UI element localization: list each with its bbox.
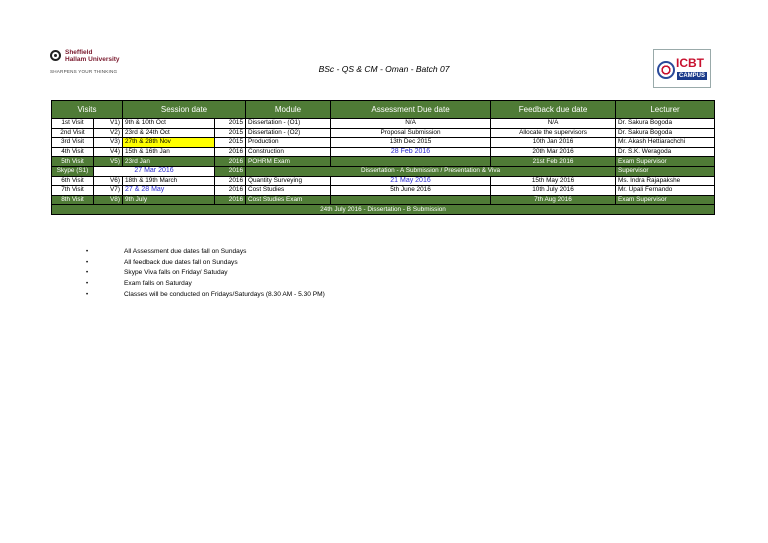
module-cell: Construction xyxy=(246,147,331,157)
list-item: • Exam falls on Saturday xyxy=(86,279,325,290)
header-module: Module xyxy=(246,101,331,119)
table-row xyxy=(52,176,715,186)
table-row xyxy=(52,195,715,205)
feedback-cell: 7th Aug 2016 xyxy=(491,195,616,205)
module-cell: POHRM Exam xyxy=(246,157,331,167)
visit-cell: 7th Visit xyxy=(52,186,94,196)
page-title: BSc - QS & CM - Oman - Batch 07 xyxy=(318,64,450,74)
session-cell: 9th & 10th Oct xyxy=(123,119,215,129)
lecturer-cell: Supervisor xyxy=(616,166,715,176)
visit-cell: 6th Visit xyxy=(52,176,94,186)
lecturer-cell: Ms. Indra Rajapakshe xyxy=(616,176,715,186)
module-cell: Production xyxy=(246,138,331,148)
session-date-value: 27 & 28 May xyxy=(125,186,165,194)
icbt-campus-logo xyxy=(653,49,711,88)
visit-code-cell: V2) xyxy=(94,128,123,138)
visit-cell: 3rd Visit xyxy=(52,138,94,148)
university-name: Sheffield Hallam University xyxy=(65,49,120,63)
header-visits: Visits xyxy=(52,101,123,119)
due-cell: 13th Dec 2015 xyxy=(331,138,491,148)
module-cell: Quantity Surveying xyxy=(246,176,331,186)
visit-cell: 8th Visit xyxy=(52,195,94,205)
icbt-logo-sub: CAMPUS xyxy=(679,73,706,79)
session-cell xyxy=(123,186,215,196)
header-lecturer: Lecturer xyxy=(616,101,715,119)
feedback-cell: 15th May 2016 xyxy=(491,176,616,186)
visit-cell: 1st Visit xyxy=(52,119,94,129)
session-cell: 23rd Jan xyxy=(123,157,215,167)
due-date-value: 28 Feb 2016 xyxy=(390,148,431,156)
year-cell: 2016 xyxy=(215,195,246,205)
feedback-cell: 10th July 2016 xyxy=(491,186,616,196)
due-cell xyxy=(331,147,491,157)
year-cell: 2015 xyxy=(215,128,246,138)
year-cell: 2016 xyxy=(215,186,246,196)
feedback-cell: 21st Feb 2016 xyxy=(491,157,616,167)
list-item: • Classes will be conducted on Fridays/Saturdays (8.30 AM - 5.30 PM) xyxy=(86,290,325,301)
session-cell: 9th July xyxy=(123,195,215,205)
year-cell: 2016 xyxy=(215,166,246,176)
list-item: • Skype Viva falls on Friday/ Satuday xyxy=(86,268,325,279)
due-cell: N/A xyxy=(331,119,491,129)
visit-code-cell: V1) xyxy=(94,119,123,129)
lecturer-cell: Exam Supervisor xyxy=(616,157,715,167)
session-date-value: 27 Mar 2016 xyxy=(134,167,174,175)
year-cell: 2015 xyxy=(215,119,246,129)
visit-code-cell: V3) xyxy=(94,138,123,148)
visit-cell: 2nd Visit xyxy=(52,128,94,138)
lecturer-cell: Mr. Akash Hettiarachchi xyxy=(616,138,715,148)
lecturer-cell: Dr. Sakura Bogoda xyxy=(616,128,715,138)
module-cell: Cost Studies Exam xyxy=(246,195,331,205)
due-cell xyxy=(331,176,491,186)
visit-cell: 5th Visit xyxy=(52,157,94,167)
header-feedback-due: Feedback due date xyxy=(491,101,616,119)
year-cell: 2016 xyxy=(215,157,246,167)
list-item: • All Assessment due dates fall on Sundays xyxy=(86,247,325,258)
notes-list xyxy=(86,247,325,301)
university-tagline: SHARPENS YOUR THINKING xyxy=(50,69,118,74)
feedback-cell: 10th Jan 2016 xyxy=(491,138,616,148)
due-cell: 5th June 2016 xyxy=(331,186,491,196)
table-row xyxy=(52,166,715,176)
feedback-cell: 20th Mar 2016 xyxy=(491,147,616,157)
year-cell: 2016 xyxy=(215,147,246,157)
visit-code-cell: V4) xyxy=(94,147,123,157)
visit-cell: Skype (S1) xyxy=(52,166,94,176)
module-cell: Dissertation - (O1) xyxy=(246,119,331,129)
module-cell: Cost Studies xyxy=(246,186,331,196)
visit-code-cell: V6) xyxy=(94,176,123,186)
due-date-value: 21 May 2016 xyxy=(390,176,431,184)
table-row xyxy=(52,128,715,138)
visit-code-cell: V5) xyxy=(94,157,123,167)
visit-code-cell: V8) xyxy=(94,195,123,205)
header-session-date: Session date xyxy=(123,101,246,119)
table-row xyxy=(52,147,715,157)
table-row xyxy=(52,119,715,129)
session-cell: 18th & 19th March xyxy=(123,176,215,186)
table-header-row xyxy=(52,101,715,119)
lecturer-cell: Dr. S.K. Weragoda xyxy=(616,147,715,157)
lecturer-cell: Dr. Sakura Bogoda xyxy=(616,119,715,129)
session-cell: 23rd & 24th Oct xyxy=(123,128,215,138)
session-cell xyxy=(94,166,215,176)
table-row xyxy=(52,186,715,196)
session-cell: 27th & 28th Nov xyxy=(123,138,215,148)
feedback-cell: Allocate the supervisors xyxy=(491,128,616,138)
module-cell: Dissertation - (O2) xyxy=(246,128,331,138)
year-cell: 2015 xyxy=(215,138,246,148)
footer-cell: 24th July 2016 - Dissertation - B Submission xyxy=(52,205,715,215)
globe-icon xyxy=(657,61,675,79)
header-assessment-due: Assessment Due date xyxy=(331,101,491,119)
due-cell xyxy=(331,157,491,167)
session-cell: 15th & 16th Jan xyxy=(123,147,215,157)
dissertation-cell: Dissertation - A Submission / Presentation & Viva xyxy=(246,166,616,176)
table-row xyxy=(52,138,715,148)
due-cell: Proposal Submission xyxy=(331,128,491,138)
list-item: • All feedback due dates fall on Sundays xyxy=(86,258,325,269)
visit-cell: 4th Visit xyxy=(52,147,94,157)
visit-code-cell: V7) xyxy=(94,186,123,196)
year-cell: 2016 xyxy=(215,176,246,186)
table-footer-row xyxy=(52,205,715,215)
schedule-table xyxy=(51,100,715,215)
lecturer-cell: Mr. Upali Fernando xyxy=(616,186,715,196)
lecturer-cell: Exam Supervisor xyxy=(616,195,715,205)
table-row xyxy=(52,157,715,167)
feedback-cell: N/A xyxy=(491,119,616,129)
icbt-logo-text: ICBT xyxy=(676,56,704,70)
due-cell xyxy=(331,195,491,205)
shu-emblem-icon xyxy=(50,50,61,61)
